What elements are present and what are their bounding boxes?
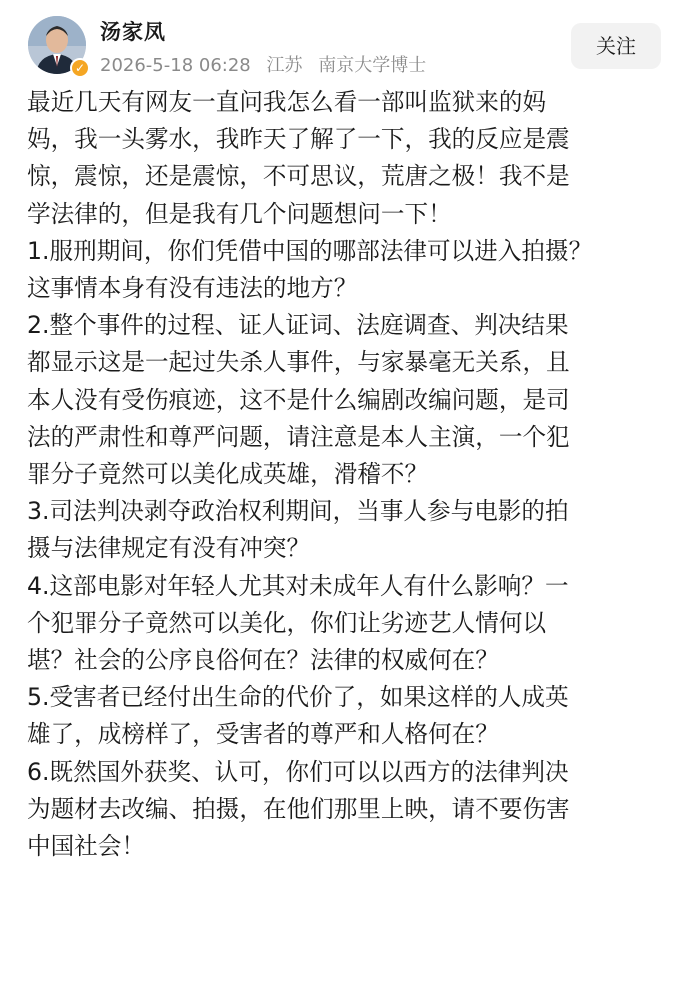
post-date: 2026-5-18 06:28 — [100, 55, 251, 76]
post-header — [0, 0, 689, 90]
post-paragraph-question-1: 1.服刑期间，你们凭借中国的哪部法律可以进入拍摄？ 这事情本身有没有违法的地方？ — [27, 236, 593, 303]
post-paragraph-question-3: 3.司法判决剥夺政治权利期间，当事人参与电影的拍 摄与法律规定有没有冲突？ — [27, 497, 569, 563]
follow-button[interactable]: 关注 — [571, 23, 661, 69]
post-meta — [100, 51, 436, 77]
post-location: 江苏 — [266, 55, 303, 76]
avatar-container[interactable] — [28, 16, 90, 78]
post-paragraph-question-2: 2.整个事件的过程、证人证词、法庭调查、判决结果 都显示这是一起过失杀人事件，与家暴毫无关系，且 本人没有受伤痕迹，这不是什么编剧改编问题，是司 法的严肃性和尊严问题，请注意是本人主演，一个犯 罪分子竟然可以美化成英雄，滑稽不？ — [27, 311, 570, 489]
post-paragraph-question-5: 5.受害者已经付出生命的代价了，如果这样的人成英 雄了，成榜样了，受害者的尊严和人格何在？ — [27, 683, 569, 749]
post-paragraph-intro: 最近几天有网友一直问我怎么看一部叫监狱来的妈 妈，我一头雾水，我昨天了解了一下，我的反应是震 惊，震惊，还是震惊，不可思议，荒唐之极！我不是 学法律的，但是我有几个问题想问一下！ — [27, 88, 570, 228]
post-paragraph-question-4: 4.这部电影对年轻人尤其对未成年人有什么影响？一 个犯罪分子竟然可以美化，你们让劣迹艺人情何以 堪？社会的公序良俗何在？法律的权威何在？ — [27, 571, 569, 675]
verified-badge-icon: ✓ — [70, 58, 90, 78]
post-body — [27, 84, 672, 865]
author-name[interactable]: 汤家凤 — [100, 20, 166, 44]
author-title: 南京大学博士 — [318, 55, 427, 76]
post-paragraph-question-6: 6.既然国外获奖、认可，你们可以以西方的法律判决 为题材去改编、拍摄，在他们那里上映，请不要伤害 中国社会！ — [27, 757, 570, 861]
